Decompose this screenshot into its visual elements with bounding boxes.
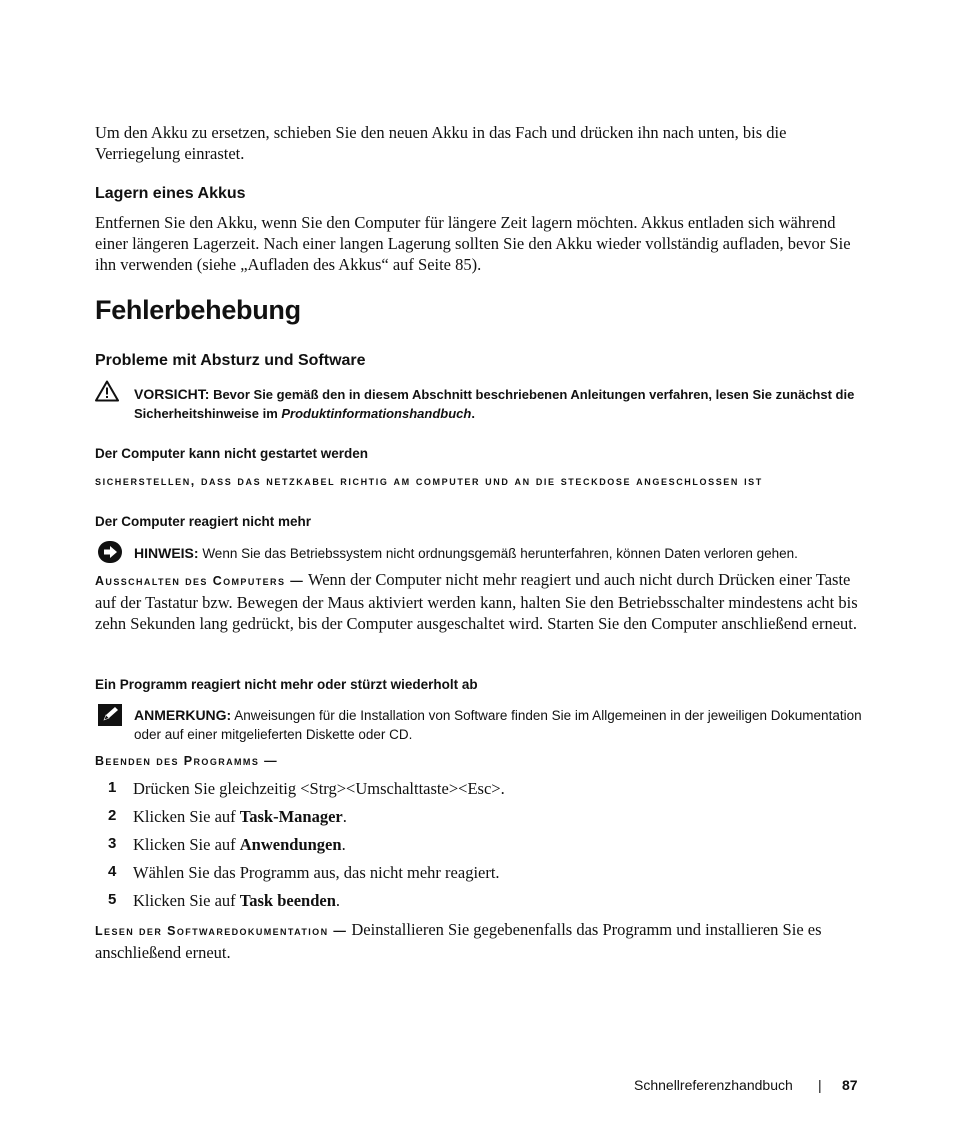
shutdown-paragraph: Ausschalten des Computers — Wenn der Computer nicht mehr reagiert und auch nicht durch Drücken einer Taste auf der Tastatur bzw. Bewegen der Maus aktiviert werden kann, halten Sie den Betriebsschalter mindestens acht bis zehn Sekunden lang gedrückt, bis der Computer ausgeschaltet wird. Starten Sie den Computer anschließend erneut. bbox=[95, 570, 858, 633]
step-text: Klicken Sie auf Task beenden. bbox=[133, 891, 341, 910]
end-program-label: Beenden des Programms — bbox=[95, 754, 278, 768]
no-start-action: sicherstellen, dass das netzkabel richtig am computer und an die steckdose angeschlossen ist bbox=[95, 474, 763, 488]
step-number: 1 bbox=[108, 779, 117, 796]
step-text: Klicken Sie auf Anwendungen. bbox=[133, 835, 346, 854]
step-number: 2 bbox=[108, 807, 117, 824]
step-number: 3 bbox=[108, 835, 117, 852]
step-number: 5 bbox=[108, 891, 117, 908]
storage-paragraph: Entfernen Sie den Akku, wenn Sie den Computer für längere Zeit lagern möchten. Akkus entladen sich während einer längeren Lagerzeit. Nach einer langen Lagerung sollten Sie den Akku wieder vollständig aufladen, bevor Sie ihn verwenden (siehe „Aufladen des Akkus“ auf Seite 85). bbox=[95, 213, 851, 274]
footer-title: Schnellreferenzhandbuch bbox=[634, 1077, 793, 1093]
caution-notice: VORSICHT: Bevor Sie gemäß den in diesem Abschnitt beschriebenen Anleitungen verfahren, lesen Sie zunächst die Sicherheitshinweise im Produktinformationshandbuch. bbox=[134, 386, 855, 421]
warning-triangle-icon bbox=[95, 380, 119, 407]
no-start-heading: Der Computer kann nicht gestartet werden bbox=[95, 446, 369, 461]
step-text: Klicken Sie auf Task-Manager. bbox=[133, 807, 347, 826]
step-text: Wählen Sie das Programm aus, das nicht mehr reagiert. bbox=[133, 863, 500, 882]
storage-heading: Lagern eines Akkus bbox=[95, 185, 246, 202]
note-pencil-icon bbox=[98, 704, 122, 731]
page-title: Fehlerbehebung bbox=[95, 295, 301, 325]
not-responding-heading: Der Computer reagiert nicht mehr bbox=[95, 514, 312, 529]
data-loss-notice: HINWEIS: Wenn Sie das Betriebssystem nicht ordnungsgemäß herunterfahren, können Daten verloren gehen. bbox=[134, 545, 798, 561]
step-text: Drücken Sie gleichzeitig <Strg><Umschalttaste><Esc>. bbox=[133, 779, 505, 798]
install-note: ANMERKUNG: Anweisungen für die Installation von Software finden Sie im Allgemeinen in der jeweiligen Dokumentation oder auf einer mitgelieferten Diskette oder CD. bbox=[134, 707, 862, 742]
step-number: 4 bbox=[108, 863, 117, 880]
program-crash-heading: Ein Programm reagiert nicht mehr oder stürzt wiederholt ab bbox=[95, 677, 478, 692]
intro-paragraph: Um den Akku zu ersetzen, schieben Sie den neuen Akku in das Fach und drücken ihn nach unten, bis die Verriegelung einrastet. bbox=[95, 123, 787, 163]
software-doc-paragraph: Lesen der Softwaredokumentation — Deinstallieren Sie gegebenenfalls das Programm und installieren Sie es anschließend erneut. bbox=[95, 920, 822, 962]
footer-separator: | bbox=[818, 1077, 822, 1093]
crash-subheading: Probleme mit Absturz und Software bbox=[95, 352, 366, 369]
page-number: 87 bbox=[842, 1077, 858, 1093]
notice-arrow-icon bbox=[98, 541, 122, 568]
